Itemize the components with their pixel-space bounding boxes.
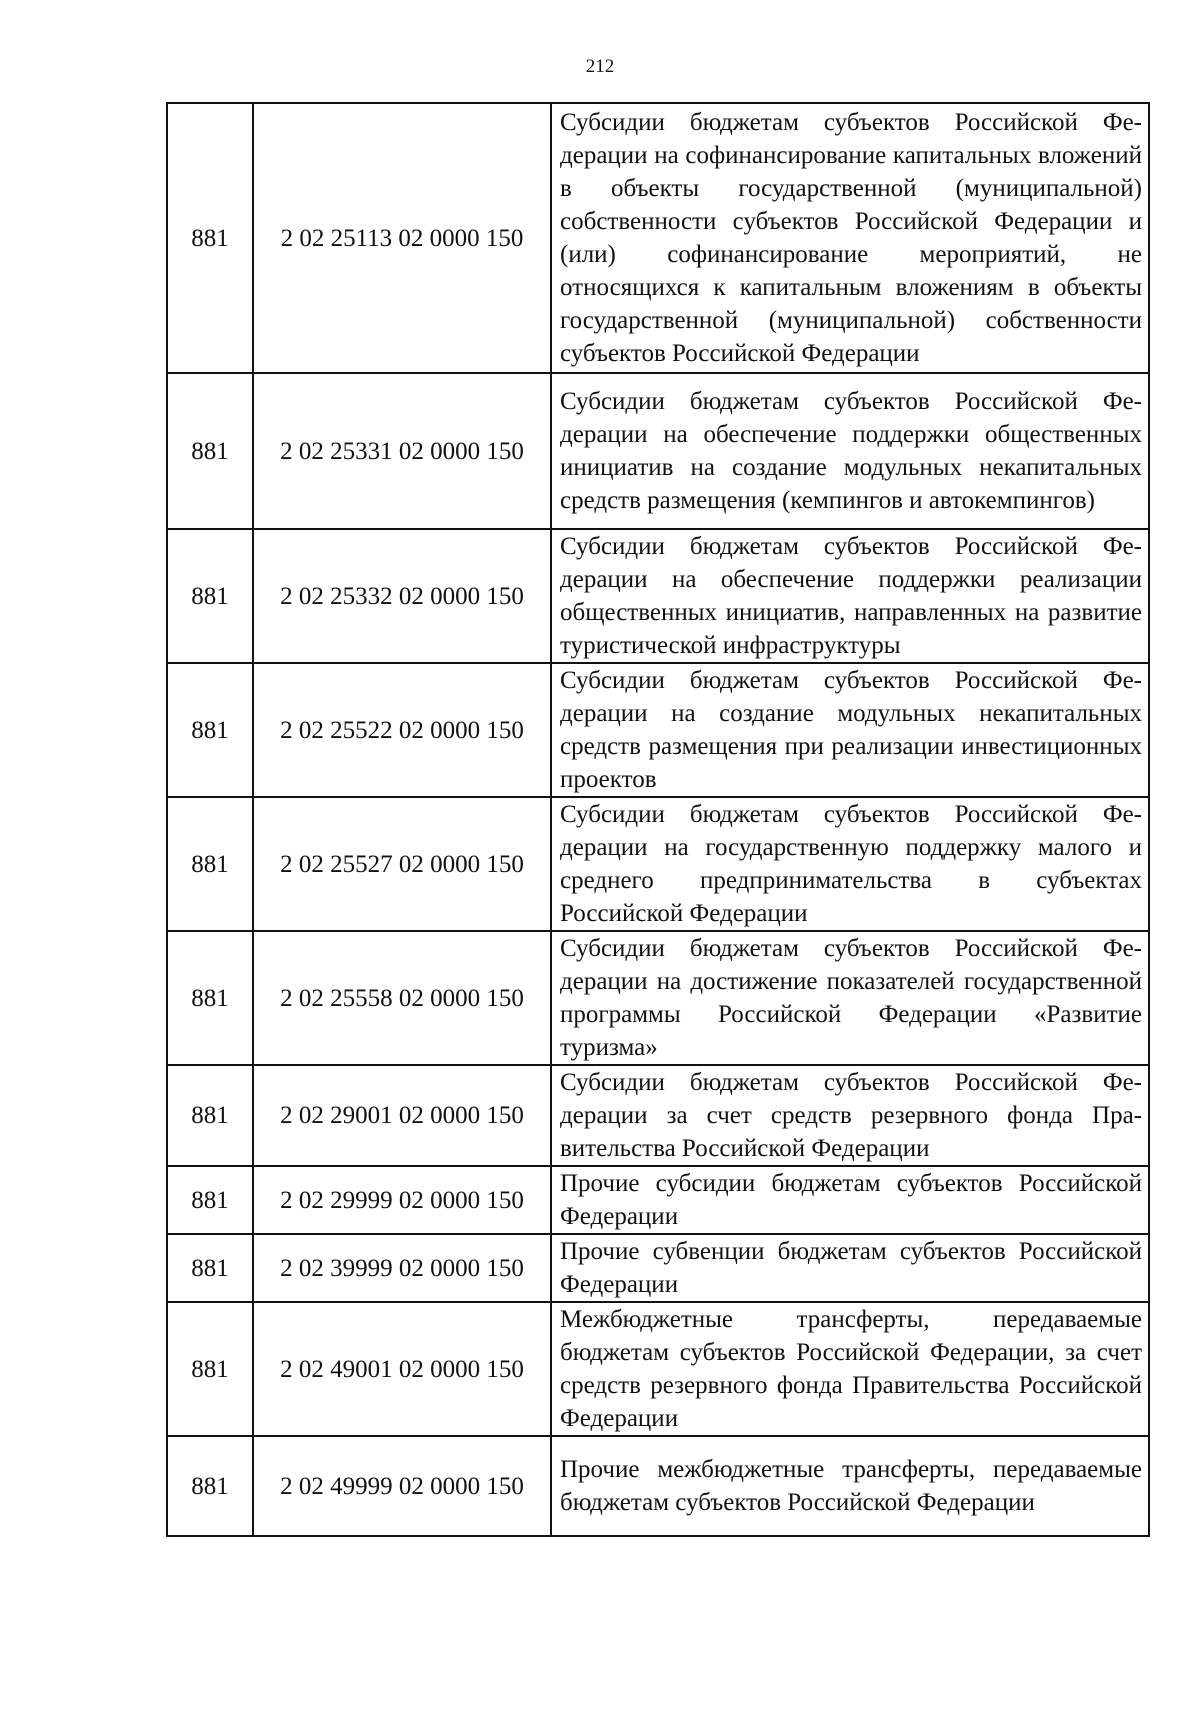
table-row (167, 373, 1149, 529)
admin-code-cell: 881 (167, 1234, 253, 1302)
table-row (167, 663, 1149, 797)
admin-code-cell: 881 (167, 1065, 253, 1166)
admin-code-cell: 881 (167, 1436, 253, 1536)
description-cell: Субсидии бюджетам субъектов Российской Федерации за счет средств резервного фонда Правительства Российской Федерации (551, 1065, 1149, 1166)
description-cell: Межбюджетные трансферты, передаваемые бюджетам субъектов Российской Федерации, за счет средств резервного фонда Правительства Российской Федерации (551, 1302, 1149, 1436)
budget-code-cell: 2 02 25527 02 0000 150 (253, 797, 551, 931)
table-row (167, 529, 1149, 663)
budget-code-cell: 2 02 25558 02 0000 150 (253, 931, 551, 1065)
budget-code-cell: 2 02 25113 02 0000 150 (253, 103, 551, 373)
page-number: 212 (585, 56, 615, 77)
table-row (167, 1436, 1149, 1536)
admin-code-cell: 881 (167, 931, 253, 1065)
budget-code-cell: 2 02 39999 02 0000 150 (253, 1234, 551, 1302)
description-cell: Прочие субвенции бюджетам субъектов Российской Федерации (551, 1234, 1149, 1302)
budget-code-cell: 2 02 25331 02 0000 150 (253, 373, 551, 529)
description-cell: Прочие межбюджетные трансферты, передаваемые бюджетам субъектов Российской Федерации (551, 1436, 1149, 1536)
table-row (167, 1302, 1149, 1436)
table-row (167, 1234, 1149, 1302)
admin-code-cell: 881 (167, 1166, 253, 1234)
admin-code-cell: 881 (167, 103, 253, 373)
description-cell: Субсидии бюджетам субъектов Российской Федерации на создание модульных некапитальных средств размещения при реализации инвестиционных проектов (551, 663, 1149, 797)
description-cell: Субсидии бюджетам субъектов Российской Федерации на обеспечение поддержки реализации общественных инициатив, направленных на развитие туристической инфраструктуры (551, 529, 1149, 663)
table-row (167, 1166, 1149, 1234)
budget-code-cell: 2 02 25522 02 0000 150 (253, 663, 551, 797)
table-row (167, 931, 1149, 1065)
admin-code-cell: 881 (167, 373, 253, 529)
table-row (167, 103, 1149, 373)
admin-code-cell: 881 (167, 797, 253, 931)
description-cell: Прочие субсидии бюджетам субъектов Российской Федерации (551, 1166, 1149, 1234)
budget-code-cell: 2 02 25332 02 0000 150 (253, 529, 551, 663)
description-cell: Субсидии бюджетам субъектов Российской Федерации на достижение показателей государственной программы Российской Федерации «Развитие туризма» (551, 931, 1149, 1065)
budget-code-cell: 2 02 49999 02 0000 150 (253, 1436, 551, 1536)
budget-classification-table (166, 102, 1150, 1537)
admin-code-cell: 881 (167, 663, 253, 797)
admin-code-cell: 881 (167, 529, 253, 663)
table-row (167, 1065, 1149, 1166)
description-cell: Субсидии бюджетам субъектов Российской Федерации на государственную поддержку малого и среднего предпринимательства в субъектах Российской Федерации (551, 797, 1149, 931)
table-row (167, 797, 1149, 931)
description-cell: Субсидии бюджетам субъектов Российской Федерации на софинансирование капитальных вложений в объекты государственной (муниципальной) собственности субъектов Российской Федерации и (или) софинансирование мероприятий, не относящихся к капитальным вложениям в объекты государственной (муниципальной) собственности субъектов Российской Федерации (551, 103, 1149, 373)
description-cell: Субсидии бюджетам субъектов Российской Федерации на обеспечение поддержки общественных инициатив на создание модульных некапитальных средств размещения (кемпингов и автокемпингов) (551, 373, 1149, 529)
budget-code-cell: 2 02 49001 02 0000 150 (253, 1302, 551, 1436)
budget-code-cell: 2 02 29001 02 0000 150 (253, 1065, 551, 1166)
admin-code-cell: 881 (167, 1302, 253, 1436)
budget-code-cell: 2 02 29999 02 0000 150 (253, 1166, 551, 1234)
